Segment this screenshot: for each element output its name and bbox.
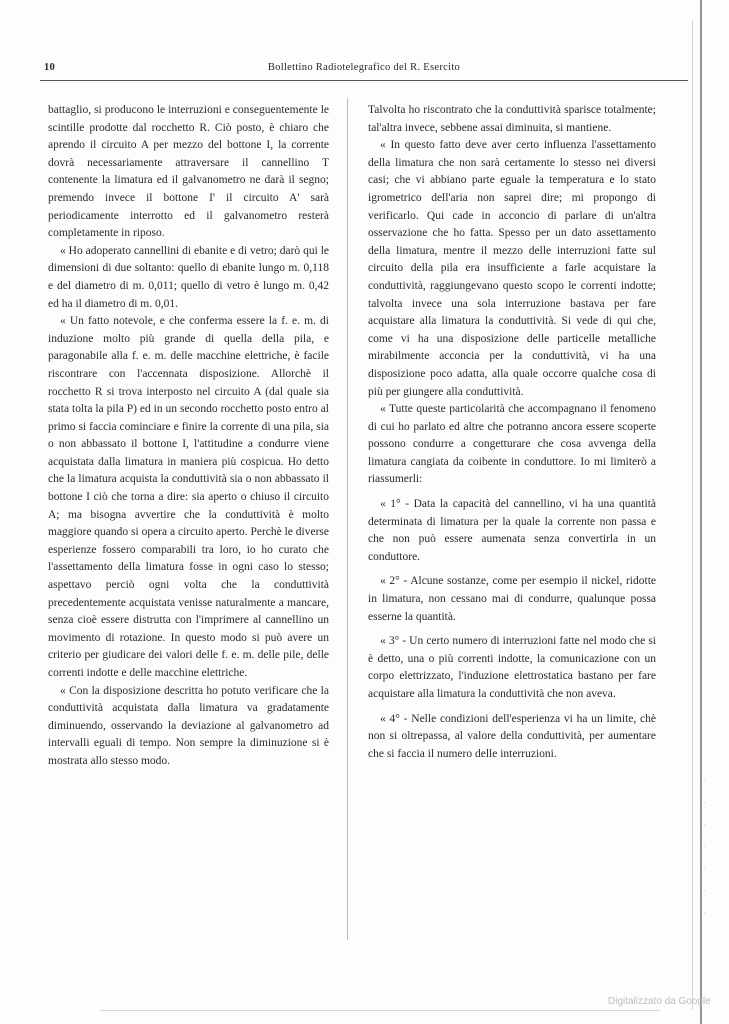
page-bottom-edge <box>100 1010 660 1011</box>
column-divider <box>347 98 348 940</box>
paragraph: Talvolta ho riscontrato che la conduttività sparisce totalmente; tal'altra invece, sebbene assai diminuita, si mantiene. <box>368 104 656 134</box>
paragraph: « Un fatto notevole, e che conferma essere la f. e. m. di induzione molto più grande di quella della pila, e paragonabile alla f. e. m. delle macchine elettriche, è facile riscontrare con l'accennata disposizione. Allorchè il rocchetto R si trova interposto nel circuito A (dal quale sia stata tolta la pila P) ed in un secondo rocchetto posto entro al primo si faccia cominciare e finire la corrente di una pila, sia o non abbassato il bottone I, l'attitudine a condurre viene acquistata dalla limatura in maniera più cospicua. Ho detto che la limatura acquista la conduttività sia o non abbassato il bottone I ciò che torna a dire: sia aperto o chiuso il circuito A; ma bisogna avvertire che la conduttività è molto maggiore quando si opera a circuito aperto. Perchè le diverse esperienze fossero comparabili tra loro, io ho curato che l'assettamento della limatura fosse in ogni caso lo stesso; aspettavo perciò ogni volta che la conduttività precedentemente acquistata venisse naturalmente a mancare, senza cioè essere distrutta con l'imprimere al cannellino un movimento di rotazione. In questo modo si può avere un criterio per giudicare dei valori delle f. e. m. delle pile, delle correnti indotte e delle macchine elettriche. <box>48 315 329 679</box>
margin-marks: · · · · · · · <box>703 777 706 917</box>
page-edge-line <box>692 20 693 1010</box>
paragraph: battaglio, si producono le interruzioni e conseguentemente le scintille prodotte dal rocchetto R. Ciò posto, è chiaro che aprendo il circuito A per mezzo del bottone I, la corrente dovrà necessariamente attraversare il cannellino T contenente la limatura ed il galvanometro ne darà il segno; premendo invece il bottone I' il circuito A' sarà periodicamente interrotto ed il galvanometro resterà completamente in riposo. <box>48 104 329 240</box>
list-item: « 3° - Un certo numero di interruzioni fatte nel modo che si è detto, una o più correnti indotte, la comunicazione con un corpo elettrizzato, l'induzione elettrostatica bastano per fare acquistare alla limatura la conduttività che non aveva. <box>368 635 656 700</box>
right-column <box>368 102 656 763</box>
paragraph: « Tutte queste particolarità che accompagnano il fenomeno di cui ho parlato ed altre che potranno ancora essere scoperte possono condurre a congetturare che cosa avvenga della limatura cangiata da coibente in conduttore. Io mi limiterò a riassumerli: <box>368 403 656 486</box>
paragraph: « Con la disposizione descritta ho potuto verificare che la conduttività acquistata dalla limatura va gradatamente diminuendo, osservando la deviazione al galvanometro ad intervalli eguali di tempo. Non sempre la diminuzione si è mostrata allo stesso modo. <box>48 684 329 767</box>
header-rule <box>40 80 688 81</box>
list-item: « 1° - Data la capacità del cannellino, vi ha una quantità determinata di limatura per la quale la corrente non passa e che non può essere aumenata senza convertirla in un conduttore. <box>368 498 656 563</box>
paragraph: « In questo fatto deve aver certo influenza l'assettamento della limatura che non sarà certamente lo stesso nei diversi casi; che vi abbiano parte eguale la temperatura e lo stato igrometrico dell'aria non saprei dire; mi propongo di verificarlo. Qui cade in acconcio di parlare di un'altra osservazione che ho fatta. Spesso per un dato assettamento della limatura, mentre il mezzo delle interruzioni fatte sul circuito della pila era insufficiente a farle acquistare la conduttività, raggiungevano questo scopo le correnti indotte; talvolta invece una sola interruzione bastava per fare acquistare alla limatura la conduttività. Si vede di qui che, come vi ha una disposizione delle particelle metalliche mirabilmente acconcia per la conduttività, vi ha una disposizione poco adatta, alla quale occorre qualche cosa di più per giungere alla conduttività. <box>368 139 656 398</box>
list-item: « 2° - Alcune sostanze, come per esempio il nickel, ridotte in limatura, non cessano mai di condurre, qualunque possa esserne la quantità. <box>368 575 656 623</box>
page-header <box>40 62 688 78</box>
digitization-watermark: Digitalizzato da Google <box>608 996 711 1007</box>
running-title: Bollettino Radiotelegrafico del R. Esercito <box>267 62 461 73</box>
list-item: « 4° - Nelle condizioni dell'esperienza vi ha un limite, chè non si oltrepassa, al valore della conduttività, per aumentare che si faccia il numero delle interruzioni. <box>368 712 656 760</box>
page-edge-shadow <box>700 0 702 1024</box>
paragraph: « Ho adoperato cannellini di ebanite e di vetro; darò qui le dimensioni di due soltanto: quello di ebanite lungo m. 0,118 e del diametro di m. 0,011; quello di vetro è lungo m. 0,42 ed ha il diametro di m. 0,01. <box>48 244 329 310</box>
left-column <box>48 102 329 771</box>
page-number: 10 <box>44 62 56 73</box>
